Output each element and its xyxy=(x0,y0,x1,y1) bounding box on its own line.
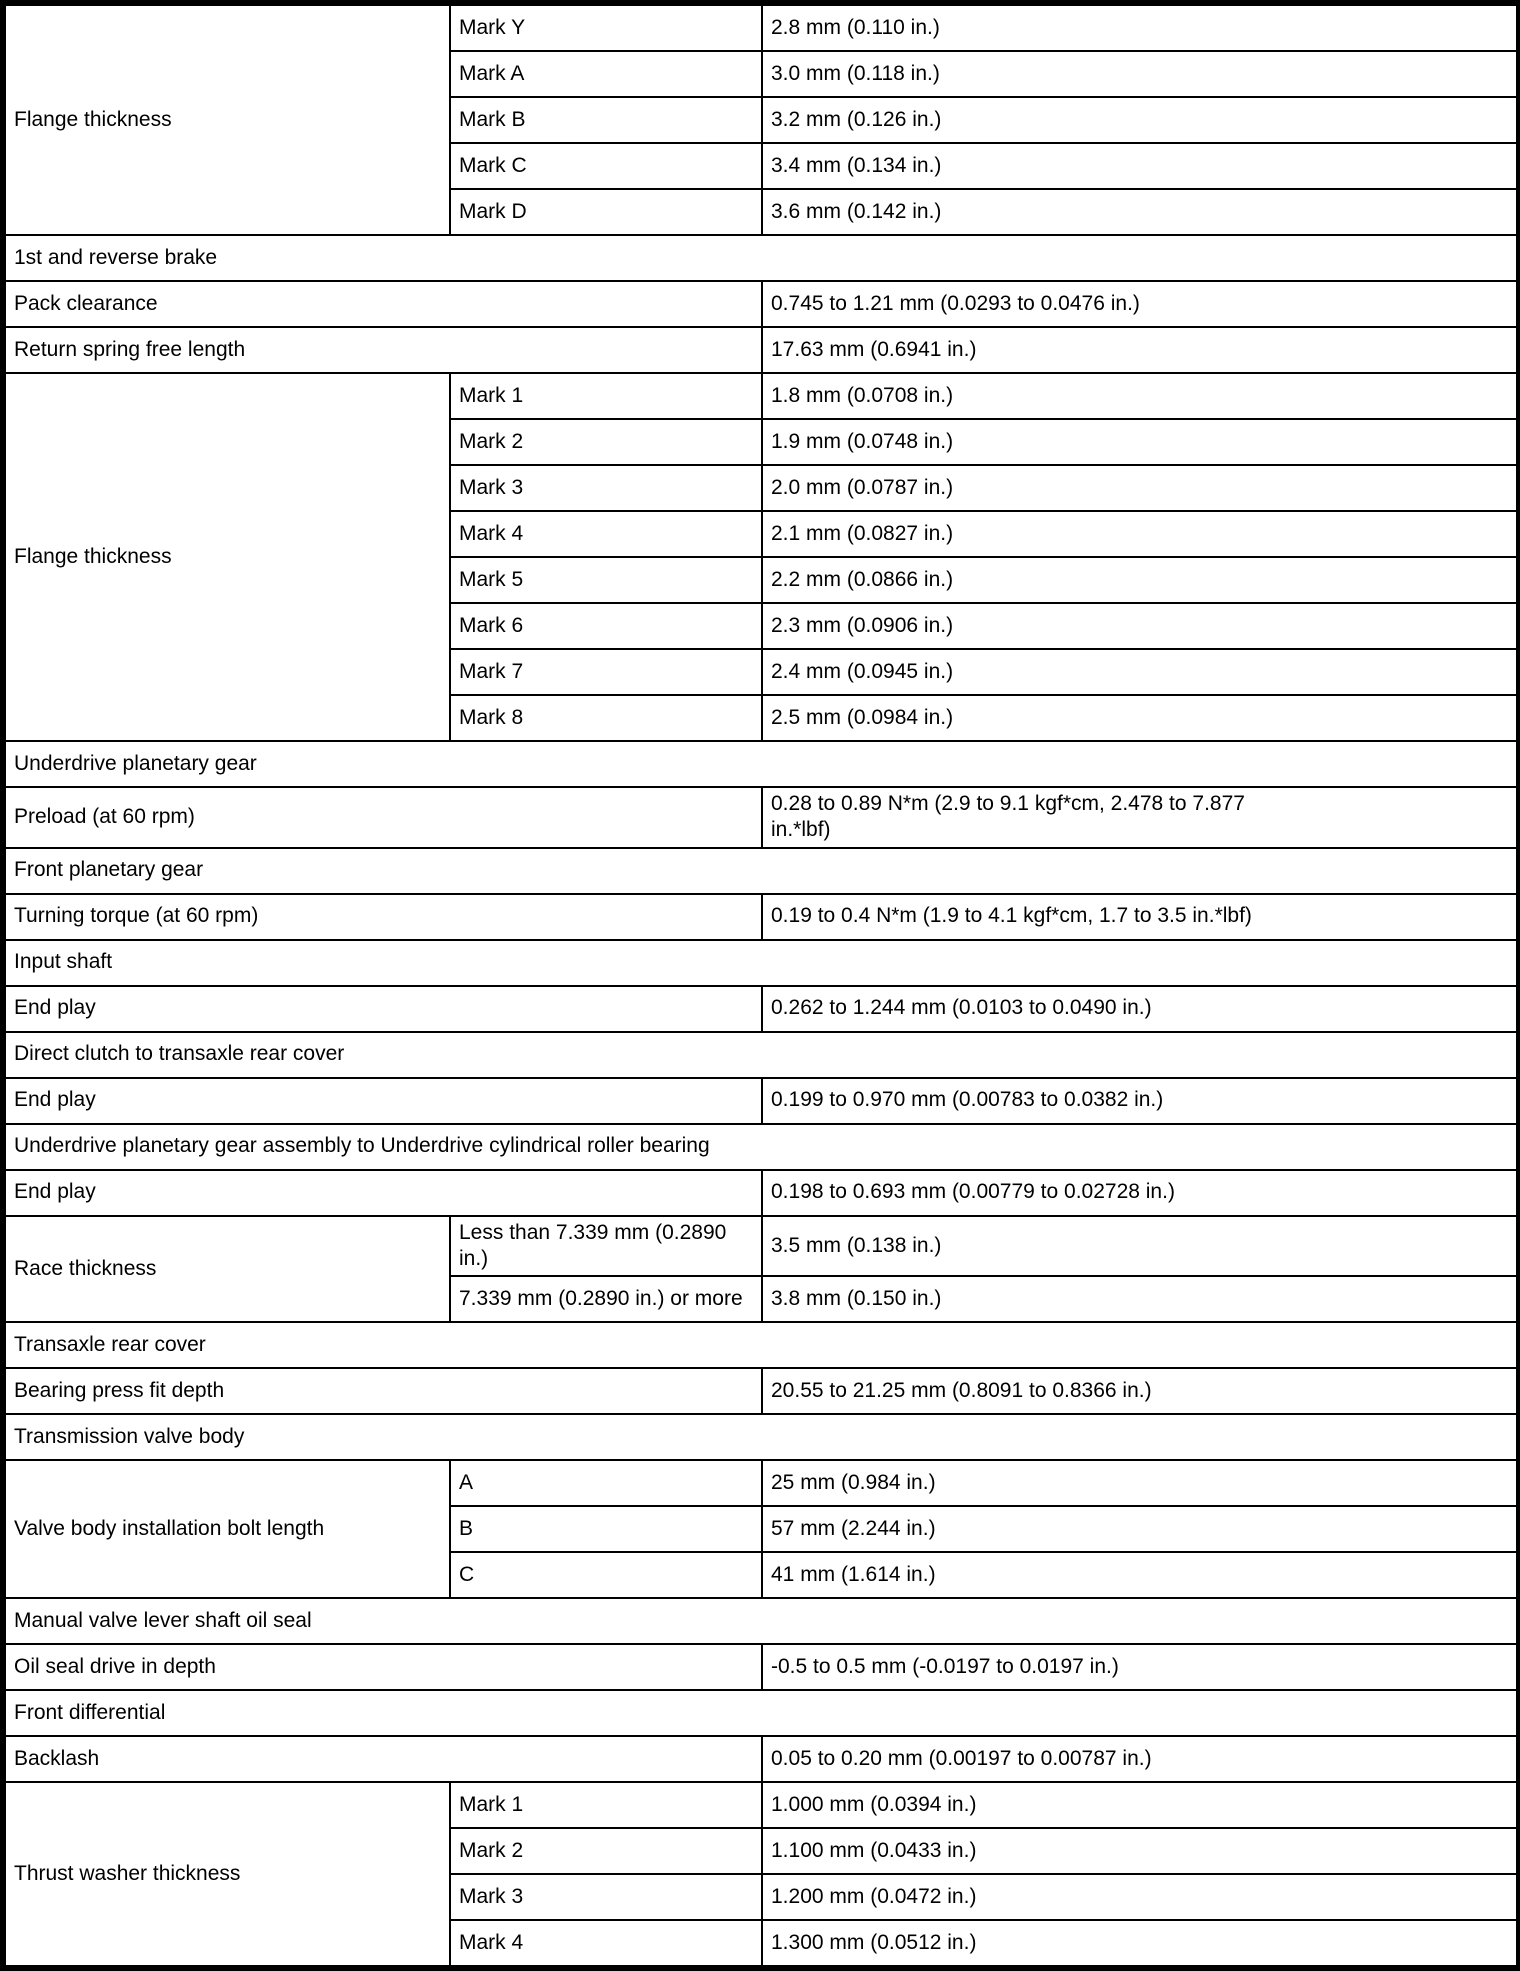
table-row xyxy=(5,1322,1517,1368)
cell-text: Valve body installation bolt length xyxy=(14,1516,325,1540)
section-header-cell xyxy=(5,848,1517,894)
spec-variant-cell xyxy=(450,189,762,235)
section-header-cell xyxy=(5,940,1517,986)
table-row xyxy=(5,373,1517,419)
cell-text: 3.0 mm (0.118 in.) xyxy=(771,61,940,85)
spec-variant-cell xyxy=(450,1828,762,1874)
cell-text: End play xyxy=(14,1180,96,1204)
cell-text: B xyxy=(459,1516,474,1540)
cell-text: Underdrive planetary gear xyxy=(14,751,257,775)
cell-text: Underdrive planetary gear assembly to Underdrive cylindrical roller bearing xyxy=(14,1134,710,1158)
cell-text: -0.5 to 0.5 mm (-0.0197 to 0.0197 in.) xyxy=(771,1654,1119,1678)
table-row xyxy=(5,1170,1517,1216)
cell-text: 1.300 mm (0.0512 in.) xyxy=(771,1930,977,1954)
table-row xyxy=(5,327,1517,373)
spec-variant-cell xyxy=(450,51,762,97)
cell-text: Mark A xyxy=(459,61,525,85)
cell-text: Transaxle rear cover xyxy=(14,1332,206,1356)
table-row xyxy=(5,5,1517,51)
spec-value-cell xyxy=(762,557,1517,603)
cell-text: 0.28 to 0.89 N*m (2.9 to 9.1 kgf*cm, 2.478 to 7.877 in.*lbf) xyxy=(771,792,1245,842)
cell-text: Front planetary gear xyxy=(14,858,204,882)
spec-value-cell xyxy=(762,281,1517,327)
table-row xyxy=(5,787,1517,848)
table-row xyxy=(5,940,1517,986)
cell-text: Thrust washer thickness xyxy=(14,1861,241,1885)
spec-variant-cell xyxy=(450,1552,762,1598)
cell-text: Mark 2 xyxy=(459,1838,524,1862)
cell-text: 3.5 mm (0.138 in.) xyxy=(771,1233,942,1257)
table-row xyxy=(5,848,1517,894)
cell-text: 2.3 mm (0.0906 in.) xyxy=(771,613,954,637)
spec-label-cell xyxy=(5,281,762,327)
spec-label-cell xyxy=(5,1368,762,1414)
cell-text: 2.1 mm (0.0827 in.) xyxy=(771,521,954,545)
spec-variant-cell xyxy=(450,603,762,649)
table-row xyxy=(5,1460,1517,1506)
spec-table-body xyxy=(5,5,1517,1966)
spec-value-cell xyxy=(762,97,1517,143)
spec-variant-cell xyxy=(450,5,762,51)
spec-value-cell xyxy=(762,373,1517,419)
table-row xyxy=(5,1216,1517,1277)
spec-group-cell xyxy=(5,373,450,741)
spec-value-cell xyxy=(762,986,1517,1032)
spec-value-cell xyxy=(762,189,1517,235)
table-row xyxy=(5,1690,1517,1736)
cell-text: 3.2 mm (0.126 in.) xyxy=(771,107,942,131)
cell-text: 0.262 to 1.244 mm (0.0103 to 0.0490 in.) xyxy=(771,996,1152,1020)
spec-group-cell xyxy=(5,1460,450,1598)
spec-value-cell xyxy=(762,143,1517,189)
cell-text: 57 mm (2.244 in.) xyxy=(771,1516,936,1540)
spec-variant-cell xyxy=(450,557,762,603)
spec-value-cell xyxy=(762,787,1517,848)
cell-text: Mark 1 xyxy=(459,383,524,407)
spec-group-cell xyxy=(5,5,450,235)
spec-value-cell xyxy=(762,1078,1517,1124)
cell-text: Mark 3 xyxy=(459,1884,524,1908)
cell-text: 1.9 mm (0.0748 in.) xyxy=(771,429,954,453)
cell-text: A xyxy=(459,1470,474,1494)
spec-value-cell xyxy=(762,1506,1517,1552)
spec-value-cell xyxy=(762,1874,1517,1920)
spec-variant-cell xyxy=(450,1874,762,1920)
cell-text: 2.4 mm (0.0945 in.) xyxy=(771,659,954,683)
spec-label-cell xyxy=(5,986,762,1032)
table-row xyxy=(5,1598,1517,1644)
table-row xyxy=(5,986,1517,1032)
cell-text: 20.55 to 21.25 mm (0.8091 to 0.8366 in.) xyxy=(771,1378,1152,1402)
cell-text: 3.4 mm (0.134 in.) xyxy=(771,153,942,177)
spec-variant-cell xyxy=(450,1506,762,1552)
cell-text: C xyxy=(459,1562,475,1586)
spec-variant-cell xyxy=(450,1920,762,1966)
spec-value-cell xyxy=(762,465,1517,511)
spec-group-cell xyxy=(5,1216,450,1323)
cell-text: 2.8 mm (0.110 in.) xyxy=(771,15,940,39)
cell-text: 1.8 mm (0.0708 in.) xyxy=(771,383,954,407)
spec-value-cell xyxy=(762,894,1517,940)
cell-text: Mark 8 xyxy=(459,705,524,729)
cell-text: Transmission valve body xyxy=(14,1424,245,1448)
table-row xyxy=(5,1414,1517,1460)
table-row xyxy=(5,894,1517,940)
spec-value-cell xyxy=(762,1170,1517,1216)
cell-text: Mark 4 xyxy=(459,521,524,545)
cell-text: Less than 7.339 mm (0.2890 in.) xyxy=(459,1220,727,1270)
spec-variant-cell xyxy=(450,143,762,189)
table-row xyxy=(5,1124,1517,1170)
spec-value-cell xyxy=(762,603,1517,649)
cell-text: 17.63 mm (0.6941 in.) xyxy=(771,337,977,361)
cell-text: Return spring free length xyxy=(14,337,246,361)
cell-text: Turning torque (at 60 rpm) xyxy=(14,904,259,928)
section-header-cell xyxy=(5,1598,1517,1644)
spec-value-cell xyxy=(762,419,1517,465)
table-row xyxy=(5,281,1517,327)
spec-group-cell xyxy=(5,1782,450,1966)
spec-value-cell xyxy=(762,649,1517,695)
cell-text: End play xyxy=(14,1088,96,1112)
section-header-cell xyxy=(5,235,1517,281)
spec-value-cell xyxy=(762,1552,1517,1598)
cell-text: Input shaft xyxy=(14,950,113,974)
cell-text: Mark 7 xyxy=(459,659,524,683)
cell-text: 1.000 mm (0.0394 in.) xyxy=(771,1792,977,1816)
cell-text: 2.5 mm (0.0984 in.) xyxy=(771,705,954,729)
spec-variant-cell xyxy=(450,511,762,557)
section-header-cell xyxy=(5,1414,1517,1460)
spec-value-cell xyxy=(762,1782,1517,1828)
spec-variant-cell xyxy=(450,97,762,143)
spec-value-cell xyxy=(762,511,1517,557)
section-header-cell xyxy=(5,1032,1517,1078)
spec-table xyxy=(4,4,1518,1967)
spec-value-cell xyxy=(762,1368,1517,1414)
spec-value-cell xyxy=(762,1644,1517,1690)
spec-value-cell xyxy=(762,1216,1517,1277)
spec-value-cell xyxy=(762,1276,1517,1322)
cell-text: Mark D xyxy=(459,199,527,223)
cell-text: Mark 2 xyxy=(459,429,524,453)
spec-value-cell xyxy=(762,1460,1517,1506)
cell-text: 41 mm (1.614 in.) xyxy=(771,1562,936,1586)
cell-text: Preload (at 60 rpm) xyxy=(14,805,195,829)
section-header-cell xyxy=(5,1690,1517,1736)
spec-label-cell xyxy=(5,1078,762,1124)
spec-value-cell xyxy=(762,1920,1517,1966)
cell-text: 1st and reverse brake xyxy=(14,245,218,269)
cell-text: 0.19 to 0.4 N*m (1.9 to 4.1 kgf*cm, 1.7 to 3.5 in.*lbf) xyxy=(771,904,1252,928)
cell-text: Mark 4 xyxy=(459,1930,524,1954)
cell-text: 0.05 to 0.20 mm (0.00197 to 0.00787 in.) xyxy=(771,1746,1152,1770)
cell-text: Pack clearance xyxy=(14,291,158,315)
cell-text: Mark Y xyxy=(459,15,526,39)
cell-text: Oil seal drive in depth xyxy=(14,1654,216,1678)
cell-text: 1.100 mm (0.0433 in.) xyxy=(771,1838,977,1862)
table-row xyxy=(5,1644,1517,1690)
cell-text: Flange thickness xyxy=(14,107,172,131)
cell-text: 3.8 mm (0.150 in.) xyxy=(771,1286,942,1310)
spec-variant-cell xyxy=(450,1216,762,1277)
spec-variant-cell xyxy=(450,419,762,465)
cell-text: 0.199 to 0.970 mm (0.00783 to 0.0382 in.) xyxy=(771,1088,1164,1112)
spec-value-cell xyxy=(762,51,1517,97)
cell-text: Race thickness xyxy=(14,1256,157,1280)
cell-text: Mark 3 xyxy=(459,475,524,499)
cell-text: Mark 6 xyxy=(459,613,524,637)
table-row xyxy=(5,1736,1517,1782)
cell-text: Mark 5 xyxy=(459,567,524,591)
cell-text: End play xyxy=(14,996,96,1020)
cell-text: 7.339 mm (0.2890 in.) or more xyxy=(459,1286,743,1310)
table-row xyxy=(5,1368,1517,1414)
table-row xyxy=(5,1782,1517,1828)
cell-text: 3.6 mm (0.142 in.) xyxy=(771,199,942,223)
cell-text: 0.745 to 1.21 mm (0.0293 to 0.0476 in.) xyxy=(771,291,1140,315)
spec-variant-cell xyxy=(450,649,762,695)
spec-value-cell xyxy=(762,695,1517,741)
cell-text: Bearing press fit depth xyxy=(14,1378,225,1402)
cell-text: Direct clutch to transaxle rear cover xyxy=(14,1042,345,1066)
section-header-cell xyxy=(5,1124,1517,1170)
spec-value-cell xyxy=(762,1736,1517,1782)
spec-label-cell xyxy=(5,894,762,940)
table-row xyxy=(5,1078,1517,1124)
section-header-cell xyxy=(5,741,1517,787)
cell-text: Mark B xyxy=(459,107,526,131)
cell-text: 2.0 mm (0.0787 in.) xyxy=(771,475,954,499)
cell-text: Mark 1 xyxy=(459,1792,524,1816)
spec-label-cell xyxy=(5,1644,762,1690)
spec-value-cell xyxy=(762,5,1517,51)
cell-text: Mark C xyxy=(459,153,527,177)
spec-label-cell xyxy=(5,327,762,373)
spec-label-cell xyxy=(5,787,762,848)
table-row xyxy=(5,1032,1517,1078)
spec-variant-cell xyxy=(450,1782,762,1828)
cell-text: Manual valve lever shaft oil seal xyxy=(14,1608,312,1632)
cell-text: Front differential xyxy=(14,1700,166,1724)
cell-text: 25 mm (0.984 in.) xyxy=(771,1470,936,1494)
cell-text: 2.2 mm (0.0866 in.) xyxy=(771,567,954,591)
cell-text: 1.200 mm (0.0472 in.) xyxy=(771,1884,977,1908)
spec-value-cell xyxy=(762,1828,1517,1874)
spec-label-cell xyxy=(5,1170,762,1216)
table-row xyxy=(5,741,1517,787)
cell-text: Backlash xyxy=(14,1746,100,1770)
spec-value-cell xyxy=(762,327,1517,373)
spec-variant-cell xyxy=(450,695,762,741)
table-row xyxy=(5,235,1517,281)
cell-text: Flange thickness xyxy=(14,544,172,568)
spec-variant-cell xyxy=(450,1276,762,1322)
cell-text: 0.198 to 0.693 mm (0.00779 to 0.02728 in.) xyxy=(771,1180,1175,1204)
spec-variant-cell xyxy=(450,465,762,511)
spec-label-cell xyxy=(5,1736,762,1782)
spec-variant-cell xyxy=(450,1460,762,1506)
spec-variant-cell xyxy=(450,373,762,419)
section-header-cell xyxy=(5,1322,1517,1368)
